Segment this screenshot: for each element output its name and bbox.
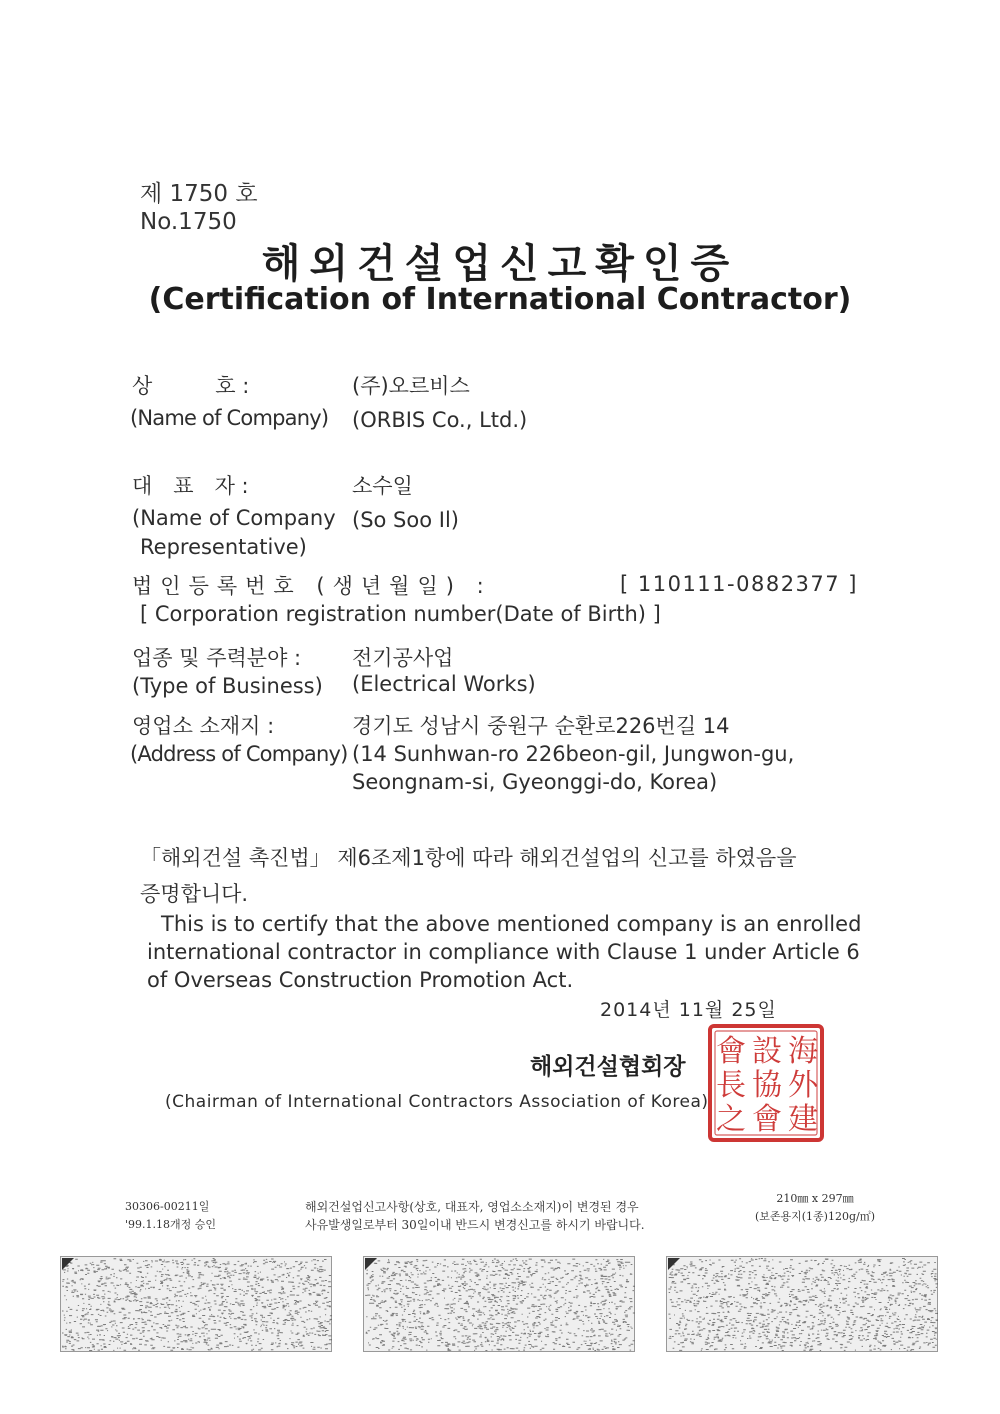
footer-form-info [125, 1198, 216, 1234]
security-pattern-right [666, 1256, 938, 1352]
issuer-title-en: (Chairman of International Contractors Association of Korea) [165, 1092, 709, 1112]
svg-text:外: 外 [788, 1068, 818, 1103]
representative-label-en-line2: Representative) [140, 535, 307, 559]
address-value-en-line1: (14 Sunhwan-ro 226beon-gil, Jungwon-gu, [352, 742, 795, 766]
footer-approval: '99.1.18개정 승인 [125, 1218, 217, 1231]
footer-paper-size: 210㎜ x 297㎜ [776, 1192, 854, 1205]
business-label-en: (Type of Business) [132, 674, 323, 698]
registration-label-ko: 법인등록번호 (생년월일) : [132, 574, 492, 598]
company-label-en: (Name of Company) [130, 406, 329, 430]
svg-text:長: 長 [716, 1068, 746, 1103]
company-value-ko: (주)오르비스 [352, 374, 470, 398]
company-label-ko: 상 호 : [132, 374, 250, 398]
footer-paper-spec [745, 1190, 885, 1226]
business-label-ko: 업종 및 주력분야 : [132, 646, 302, 670]
business-value-en: (Electrical Works) [352, 672, 536, 696]
footer-notice-line1: 해외건설업신고사항(상호, 대표자, 영업소소재지)이 변경된 경우 [305, 1200, 639, 1214]
address-label-ko: 영업소 소재지 : [132, 714, 275, 738]
representative-value-ko: 소수일 [352, 474, 413, 498]
address-value-en-line2: Seongnam-si, Gyeonggi-do, Korea) [352, 770, 718, 794]
svg-text:會: 會 [752, 1102, 782, 1137]
business-value-ko: 전기공사업 [352, 646, 454, 670]
svg-text:協: 協 [752, 1068, 782, 1103]
title-english: (Certification of International Contractor) [148, 282, 852, 317]
footer-notice [305, 1198, 645, 1234]
footer-paper-type: (보존용지(1종)120g/㎡) [754, 1210, 876, 1223]
certificate-number [140, 180, 258, 236]
registration-label-en: [ Corporation registration number(Date of Birth) ] [140, 602, 661, 626]
svg-text:海: 海 [788, 1034, 818, 1069]
issue-date: 2014년 11월 25일 [600, 999, 777, 1021]
representative-value-en: (So Soo Il) [352, 508, 459, 532]
representative-label-ko: 대 표 자 : [132, 474, 249, 498]
svg-text:會: 會 [716, 1034, 746, 1069]
certificate-number-en: No.1750 [140, 209, 237, 235]
representative-label-en-line1: (Name of Company [132, 506, 336, 530]
certificate-number-ko: 제 1750 호 [140, 181, 258, 207]
footer-form-number: 30306-00211일 [125, 1200, 210, 1213]
issuer-title-ko: 해외건설협회장 [530, 1054, 686, 1080]
company-value-en: (ORBIS Co., Ltd.) [352, 408, 528, 432]
title-korean: 해외건설업신고확인증 [261, 241, 739, 287]
certification-text-ko-line2: 증명합니다. [140, 882, 249, 906]
official-seal-stamp [707, 1023, 825, 1143]
certification-text-ko [140, 840, 880, 912]
certification-text-en-line2: international contractor in compliance with Clause 1 under Article 6 [147, 940, 860, 964]
svg-text:建: 建 [788, 1102, 818, 1137]
certification-text-ko-line1: 「해외건설 촉진법」 제6조제1항에 따라 해외건설업의 신고를 하였음을 [140, 846, 797, 870]
security-pattern-center [363, 1256, 635, 1352]
certification-text-en-line3: of Overseas Construction Promotion Act. [147, 968, 574, 992]
address-value-ko: 경기도 성남시 중원구 순환로226번길 14 [352, 714, 730, 738]
security-pattern-left [60, 1256, 332, 1352]
registration-value: [ 110111-0882377 ] [620, 572, 859, 596]
svg-text:之: 之 [716, 1102, 746, 1137]
address-label-en: (Address of Company) [130, 742, 348, 766]
footer-notice-line2: 사유발생일로부터 30일이내 반드시 변경신고를 하시기 바랍니다. [305, 1218, 645, 1232]
svg-text:設: 設 [752, 1034, 782, 1069]
certification-text-en [147, 910, 867, 994]
certification-text-en-line1: This is to certify that the above mentioned company is an enrolled [161, 912, 862, 936]
